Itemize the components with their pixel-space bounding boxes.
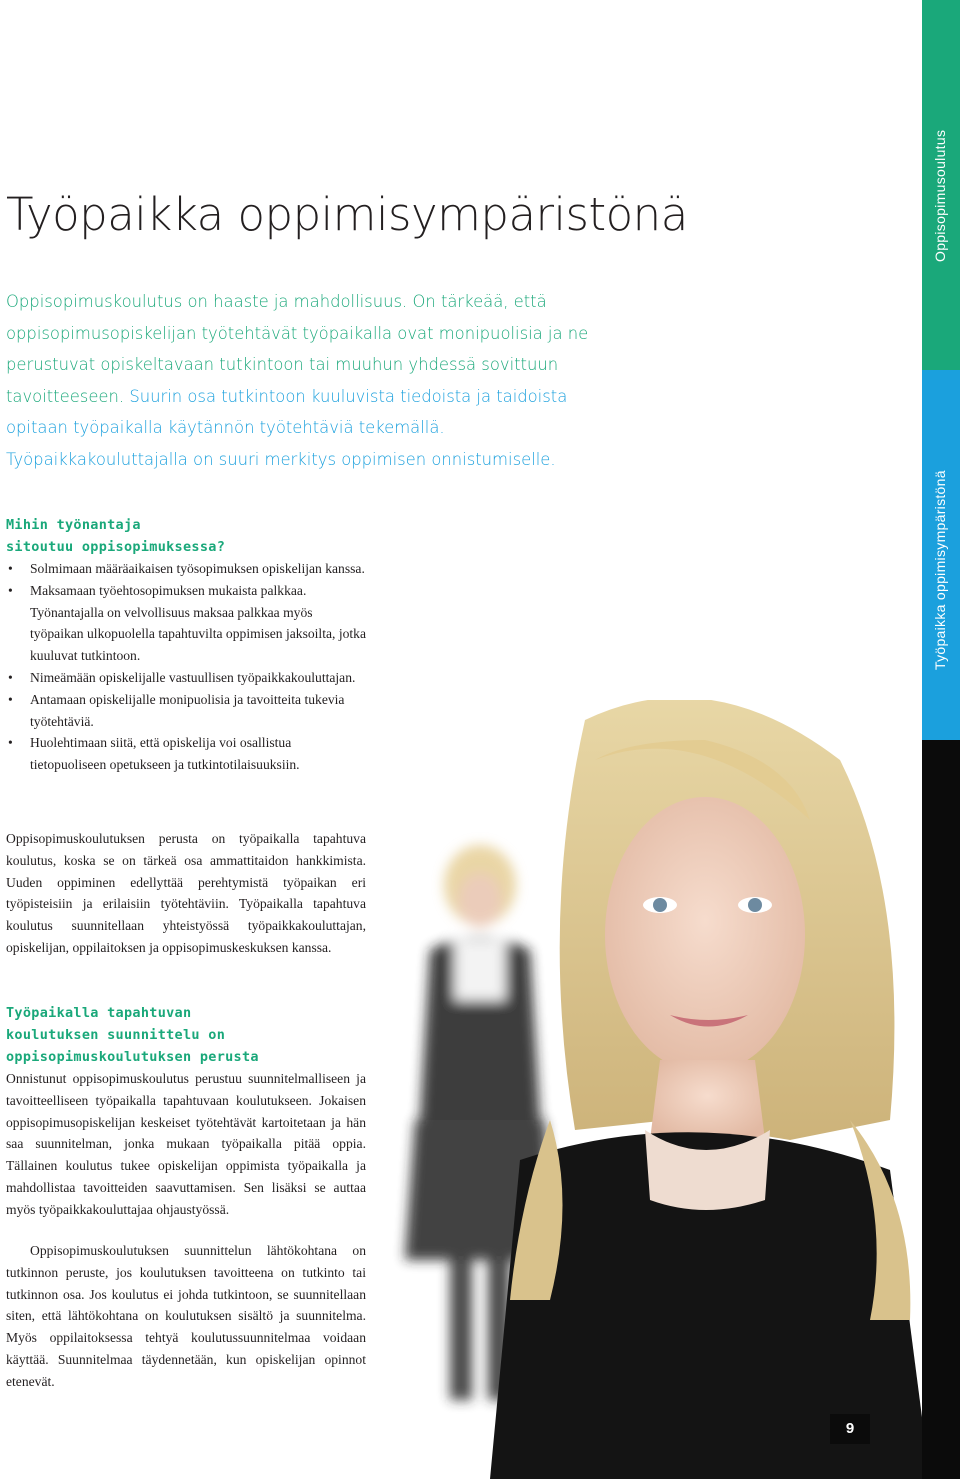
section1-heading-line1: Mihin työnantaja [6, 517, 141, 533]
intro-paragraph [6, 286, 626, 475]
section1-heading-line2: sitoutuu oppisopimuksessa? [6, 539, 226, 555]
portrait-photo [370, 700, 922, 1479]
section2-heading-line1: Työpaikalla tapahtuvan [6, 1005, 192, 1021]
section2-heading-line2: koulutuksen suunnittelu on [6, 1027, 226, 1043]
section2-heading-line3: oppisopimuskoulutuksen perusta [6, 1049, 259, 1065]
intro-green-text: Oppisopimuskoulutus on haaste ja mahdollisuus. On tärkeää, että oppisopimusopiskelijan työtehtävät työpaikalla ovat monipuolisia ja ne perustuvat opiskeltavaan tutkintoon tai muuhun yhdessä sovittuun tavoitteeseen. [6, 292, 589, 406]
list-item: • Antamaan opiskelijalle monipuolisia ja tavoitteita tukevia työtehtäviä. [6, 689, 366, 733]
section1-heading [6, 514, 225, 558]
list-item: • Huolehtimaan siitä, että opiskelija voi osallistua tietopuoliseen opetukseen ja tutkintotilaisuuksiin. [6, 732, 366, 776]
side-tab-label-top: Oppisopimusoulutus [932, 129, 948, 262]
body-paragraph-3: Oppisopimuskoulutuksen suunnittelun lähtökohtana on tutkinnon peruste, jos koulutuksen tavoitteena on tutkinto tai tutkinnon osa. Jos koulutus ei johda tutkintoon, se suunnitellaan siten, että lähtökohtana on koulutuksen sisältö ja suunnitelma. Myös oppilaitoksessa tehtyä koulutussuunnitelmaa voidaan käyttää. Suunnitelmaa täydennetään, kun opiskelijan opinnot etenevät. [6, 1243, 366, 1389]
intro-blue-text: Suurin osa tutkintoon kuuluvista tiedoista ja taidoista opitaan työpaikalla käytännön työtehtäviä tekemällä. Työpaikkakouluttajalla on suuri merkitys oppimisen onnistumiselle. [6, 386, 568, 469]
foreground-person [490, 700, 922, 1479]
page-number: 9 [830, 1414, 870, 1444]
list-item: • Solmimaan määräaikaisen työsopimuksen opiskelijan kanssa. [6, 558, 366, 580]
body-paragraph-1: Oppisopimuskoulutuksen perusta on työpaikalla tapahtuva koulutus, koska se on tärkeä osa ammattitaidon hankkimista. Uuden oppiminen edellyttää perehtymistä työpaikan eri työpisteisiin ja erilaisiin työtehtäviin. Työpaikalla tapahtuva koulutus suunnitellaan yhteistyössä työpaikkakouluttajan, opiskelijan, oppilaitoksen ja oppisopimuskeskuksen kanssa. [6, 831, 366, 955]
body-paragraph-2: Onnistunut oppisopimuskoulutus perustuu suunnitelmalliseen ja tavoitteelliseen työpaikalla tapahtuvaan koulutukseen. Jokaisen oppisopimusopiskelijan keskeiset työtehtävät kartoitetaan ja hän saa suunnitelman, jonka mukaan työpaikalla pitää oppia. Tällainen koulutus tukee opiskelijan oppimista työpaikalla ja mahdollistaa tavoitteiden saavuttamisen. Sen lisäksi se auttaa myös työpaikkakouluttajaa ohjaustyössä. [6, 1071, 366, 1217]
portrait-illustration [370, 700, 922, 1479]
employer-commitments-list [6, 558, 366, 776]
side-tab-label-middle: Työpaikka oppimisympäristönä [932, 470, 948, 670]
list-item: • Nimeämään opiskelijalle vastuullisen työpaikkakouluttajan. [6, 667, 366, 689]
list-item: • Maksamaan työehtosopimuksen mukaista palkkaa. Työnantajalla on velvollisuus maksaa palkkaa myös työpaikan ulkopuolella tapahtuvilta oppimisen jaksoilta, jotka kuuluvat tutkintoon. [6, 580, 366, 667]
page-title: Työpaikka oppimisympäristönä [6, 188, 688, 241]
section2-heading [6, 1002, 259, 1068]
side-tab-black [922, 740, 960, 1479]
